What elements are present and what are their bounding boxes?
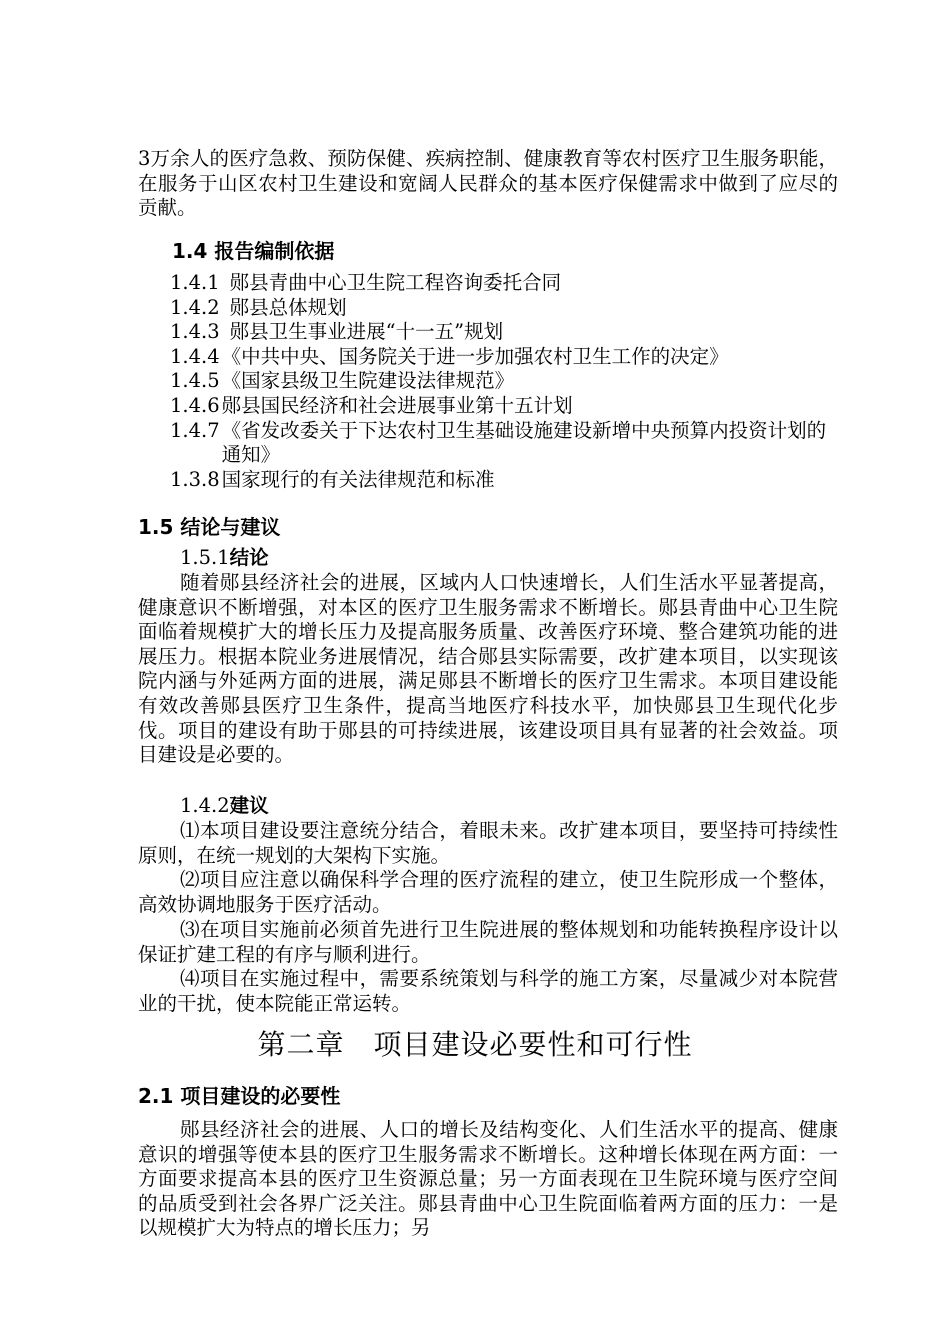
chapter-title: 第二章 项目建设必要性和可行性 <box>257 1028 693 1061</box>
section-2-1-heading: 2.1 项目建设的必要性 <box>138 1084 341 1108</box>
list-item: 1.4.6 郧县国民经济和社会进展事业第十五计划 <box>170 393 573 417</box>
list-item: 1.4.2 郧县总体规划 <box>170 295 347 319</box>
list-item: 1.4.4 《中共中央、国务院关于进一步加强农村卫生工作的决定》 <box>170 344 729 368</box>
conclusion-paragraph: 随着郧县经济社会的进展，区域内人口快速增长，人们生活水平显著提高，健康意识不断增强，对本区的医疗卫生服务需求不断增长。郧县青曲中心卫生院面临着规模扩大的增长压力及提高服务质量、改善医疗环境、整合建筑功能的进展压力。根据本院业务进展情况，结合郧县实际需要，改扩建本项目，以实现该院内涵与外延两方面的进展，满足郧县不断增长的医疗卫生需求。本项目建设能有效改善郧县医疗卫生条件，提高当地医疗科技水平，加快郧县卫生现代化步伐。项目的建设有助于郧县的可持续进展，该建设项目具有显著的社会效益。项目建设是必要的。 <box>138 571 838 767</box>
basis-list <box>170 271 840 492</box>
list-item: 1.4.7 《省发改委关于下达农村卫生基础设施建设新增中央预算内投资计划的通知》 <box>170 418 827 467</box>
advice-item: ⑵项目应注意以确保科学合理的医疗流程的建立，使卫生院形成一个整体，高效协调地服务于医疗活动。 <box>138 868 838 916</box>
conclusion-heading: 1.5.1结论 <box>180 546 269 569</box>
section-1-4-heading: 1.4 报告编制依据 <box>172 239 335 263</box>
advice-item: ⑶在项目实施前必须首先进行卫生院进展的整体规划和功能转换程序设计以保证扩建工程的有序与顺利进行。 <box>138 918 838 966</box>
advice-heading: 1.4.2建议 <box>180 794 269 817</box>
advice-item: ⑴本项目建设要注意统分结合，着眼未来。改扩建本项目，要坚持可持续性原则，在统一规划的大架构下实施。 <box>138 819 838 867</box>
section-1-5-heading: 1.5 结论与建议 <box>138 515 281 539</box>
list-item: 1.3.8 国家现行的有关法律规范和标准 <box>170 467 495 491</box>
list-item: 1.4.1 郧县青曲中心卫生院工程咨询委托合同 <box>170 271 562 294</box>
intro-paragraph: 3万余人的医疗急救、预防保健、疾病控制、健康教育等农村医疗卫生服务职能，在服务于山区农村卫生建设和宽阔人民群众的基本医疗保健需求中做到了应尽的贡献。 <box>138 147 838 220</box>
list-item: 1.4.5 《国家县级卫生院建设法律规范》 <box>170 369 515 393</box>
advice-item: ⑷项目在实施过程中，需要系统策划与科学的施工方案，尽量减少对本院营业的干扰，使本院能正常运转。 <box>138 967 838 1015</box>
necessity-paragraph: 郧县经济社会的进展、人口的增长及结构变化、人们生活水平的提高、健康意识的增强等使本县的医疗卫生服务需求不断增长。这种增长体现在两方面：一方面要求提高本县的医疗卫生资源总量；另一方面表现在卫生院环境与医疗空间的品质受到社会各界广泛关注。郧县青曲中心卫生院面临着两方面的压力：一是以规模扩大为特点的增长压力；另 <box>138 1118 838 1240</box>
list-item: 1.4.3 郧县卫生事业进展“十一五”规划 <box>170 320 504 344</box>
